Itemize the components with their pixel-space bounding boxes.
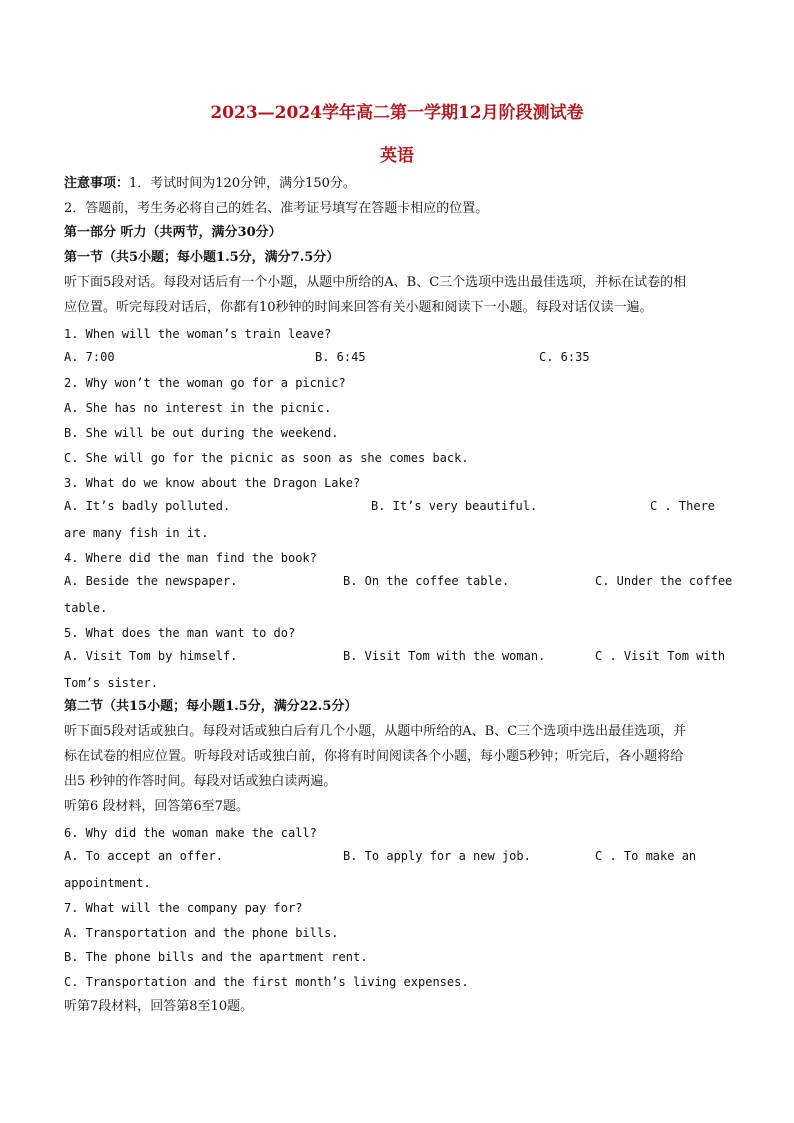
question-5-option-c-cont: Tom’s sister. bbox=[64, 676, 158, 690]
question-4-option-b: B. On the coffee table. bbox=[343, 574, 510, 588]
question-2-stem: 2. Why won’t the woman go for a picnic? bbox=[64, 376, 346, 390]
notes-line-2: 2．答题前，考生务必将自己的姓名、准考证号填写在答题卡相应的位置。 bbox=[64, 201, 489, 216]
notes-text-1: 1．考试时间为120分钟，满分150分。 bbox=[129, 176, 356, 191]
question-2-option-b: B. She will be out during the weekend. bbox=[64, 426, 339, 440]
section2-instruction-1: 听下面5段对话或独白。每段对话或独白后有几个小题，从题中所给的A、B、C三个选项中选出最佳选项，并 bbox=[64, 724, 687, 739]
question-4-option-c-cont: table. bbox=[64, 601, 108, 615]
part1-heading: 第一部分 听力（共两节，满分30分） bbox=[64, 225, 282, 240]
question-6-option-a: A. To accept an offer. bbox=[64, 849, 223, 863]
section1-heading: 第一节（共5小题；每小题1.5分，满分7.5分） bbox=[64, 250, 340, 265]
question-4-option-c: C. Under the coffee bbox=[595, 574, 733, 588]
question-6-option-c: C . To make an bbox=[595, 849, 697, 863]
section2-heading: 第二节（共15小题；每小题1.5分，满分22.5分） bbox=[64, 699, 358, 714]
question-5-stem: 5. What does the man want to do? bbox=[64, 626, 296, 640]
question-6-option-c-cont: appointment. bbox=[64, 876, 151, 890]
question-7-stem: 7. What will the company pay for? bbox=[64, 901, 303, 915]
question-2-option-c: C. She will go for the picnic as soon as she comes back. bbox=[64, 451, 469, 465]
question-3-option-c-cont: are many fish in it. bbox=[64, 526, 209, 540]
question-5-option-c: C . Visit Tom with bbox=[595, 649, 726, 663]
question-6-option-b: B. To apply for a new job. bbox=[343, 849, 531, 863]
question-5-option-b: B. Visit Tom with the woman. bbox=[343, 649, 546, 663]
section2-instruction-3: 出5 秒钟的作答时间。每段对话或独白读两遍。 bbox=[64, 774, 337, 789]
question-4-stem: 4. Where did the man find the book? bbox=[64, 551, 317, 565]
question-1-option-a: A. 7:00 bbox=[64, 350, 115, 364]
question-7-option-a: A. Transportation and the phone bills. bbox=[64, 926, 339, 940]
exam-title: 2023—2024学年高二第一学期12月阶段测试卷 bbox=[210, 103, 584, 123]
question-1-stem: 1. When will the woman’s train leave? bbox=[64, 327, 332, 341]
question-1-option-c: C. 6:35 bbox=[539, 350, 590, 364]
question-3-option-b: B. It’s very beautiful. bbox=[371, 499, 538, 513]
question-3-option-c: C . There bbox=[650, 499, 716, 513]
question-7-option-b: B. The phone bills and the apartment rent. bbox=[64, 950, 368, 964]
subject-title: 英语 bbox=[380, 146, 414, 166]
question-5-option-a: A. Visit Tom by himself. bbox=[64, 649, 238, 663]
notes-label: 注意事项： bbox=[64, 176, 130, 191]
section1-instruction-1: 听下面5段对话。每段对话后有一个小题，从题中所给的A、B、C三个选项中选出最佳选项，并标在试卷的相 bbox=[64, 275, 687, 290]
question-7-option-c: C. Transportation and the first month’s living expenses. bbox=[64, 975, 469, 989]
question-2-option-a: A. She has no interest in the picnic. bbox=[64, 401, 332, 415]
group-6-instruction: 听第6 段材料，回答第6至7题。 bbox=[64, 799, 249, 814]
question-4-option-a: A. Beside the newspaper. bbox=[64, 574, 238, 588]
section1-instruction-2: 应位置。听完每段对话后，你都有10秒钟的时间来回答有关小题和阅读下一小题。每段对话仅读一遍。 bbox=[64, 300, 653, 315]
question-3-stem: 3. What do we know about the Dragon Lake? bbox=[64, 476, 361, 490]
section2-instruction-2: 标在试卷的相应位置。听每段对话或独白前，你将有时间阅读各个小题，每小题5秒钟；听完后，各小题将给 bbox=[64, 749, 684, 764]
question-6-stem: 6. Why did the woman make the call? bbox=[64, 826, 317, 840]
group-7-instruction: 听第7段材料，回答第8至10题。 bbox=[64, 999, 254, 1014]
notes-line-1 bbox=[64, 175, 730, 193]
question-1-option-b: B. 6:45 bbox=[315, 350, 366, 364]
question-3-option-a: A. It’s badly polluted. bbox=[64, 499, 231, 513]
